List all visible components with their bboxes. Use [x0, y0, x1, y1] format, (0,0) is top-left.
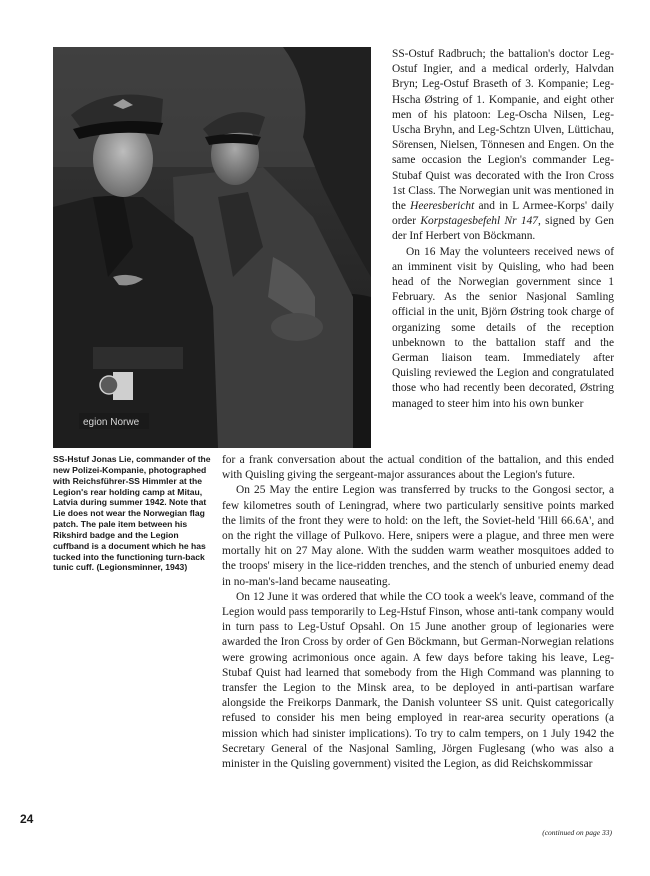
- paragraph-1: SS-Ostuf Radbruch; the battalion's doctor Leg-Ostuf Ingier, and a medical orderly, Halvdan Bryn; Leg-Ostuf Braseth of 3. Kompanie; Leg-Hscha Østring of 1. Kompanie, and eight other men of his platoon: Leg-Oscha Nilsen, Leg-Uscha Bryhn, and Leg-Schtzn Ulven, Lüttichau, Sörensen, Nielsen, Tönnesen and Engen. On the same occasion the Legion's commander Leg-Stubaf Quist was decorated with the Iron Cross 1st Class. The Norwegian unit was mentioned in the Heeresbericht and in L Armee-Korps' daily order Korpstagesbefehl Nr 147, signed by Gen der Inf Herbert von Böckmann.: [392, 48, 615, 243]
- photo-illustration: [53, 47, 371, 448]
- paragraph-3: On 25 May the entire Legion was transferred by trucks to the Gongosi sector, a few kilometres south of Leningrad, where two particularly sensitive points marked the limits of the front they were to hold: on the left, the Soviet-held 'Hill 66.6A', and on the right the village of Pulkovo. Here, snipers were a plague, and three men were mortally hit on 27 May alone. With the sudden warm weather mosquitoes added to the troops' misery in the lice-ridden trenches, and the stench of unburied enemy dead in no-man's-land became nauseating.: [222, 484, 614, 588]
- photo-caption: SS-Hstuf Jonas Lie, commander of the new Polizei-Kompanie, photographed with Reichsführer-SS Himmler at the Legion's rear holding camp at Mitau, Latvia during summer 1942. Note that Lie does not wear the Norwegian flag patch. The pale item between his Rikshird badge and the Legion cuffband is a document which he has tucked into the functioning turn-back tunic cuff. (Legionsminner, 1943): [53, 454, 211, 573]
- paragraph-4: On 12 June it was ordered that while the CO took a week's leave, command of the Legion would pass temporarily to Leg-Hstuf Finson, whose anti-tank company would in turn pass to Leg-Ustuf Opsahl. On 15 June another group of legionaries were awarded the Iron Cross by order of Gen Böckmann, but German-Norwegian relations were growing acrimonious once again. A few days before taking his leave, Leg-Stubaf Quist had learned that somebody from the High Command was planning to transfer the Legion to the Minsk area, to be deployed in anti-partisan warfare alongside the Freikorps Danmark, the Danish volunteer SS unit. Quist categorically refused to consider his men being employed in rear-area security operations (a mission which had sinister implications). To try to calm tempers, on 1 July 1942 the Secretary General of the Nasjonal Samling, Jörgen Fuglesang (who was also a minister in the Quisling government) visited the Legion, as did Reichskommissar: [222, 590, 614, 771]
- paragraph-2-start: On 16 May the volunteers received news of an imminent visit by Quisling, who had been head of the Norwegian government since 1 February. As the senior Nasjonal Samling official in the unit, Björn Østring took charge of organizing some details of the reception unbeknown to the battalion staff and the German liaison team. Immediately after Quisling reviewed the Legion and congratulated those who had recently been decorated, Østring managed to steer him into his own bunker: [392, 245, 614, 410]
- paragraph-2-end: for a frank conversation about the actual condition of the battalion, and this ended with Quisling giving the sergeant-major assurances about the Legion's future.: [222, 454, 614, 482]
- photo-himmler-lie: [53, 47, 371, 448]
- cuffband-text: egion Norwe: [83, 417, 140, 428]
- body-text-upper-column: [392, 47, 614, 412]
- body-text-lower-column: [222, 453, 614, 772]
- page-number: 24: [20, 812, 34, 826]
- continued-note: (continued on page 33): [542, 828, 612, 837]
